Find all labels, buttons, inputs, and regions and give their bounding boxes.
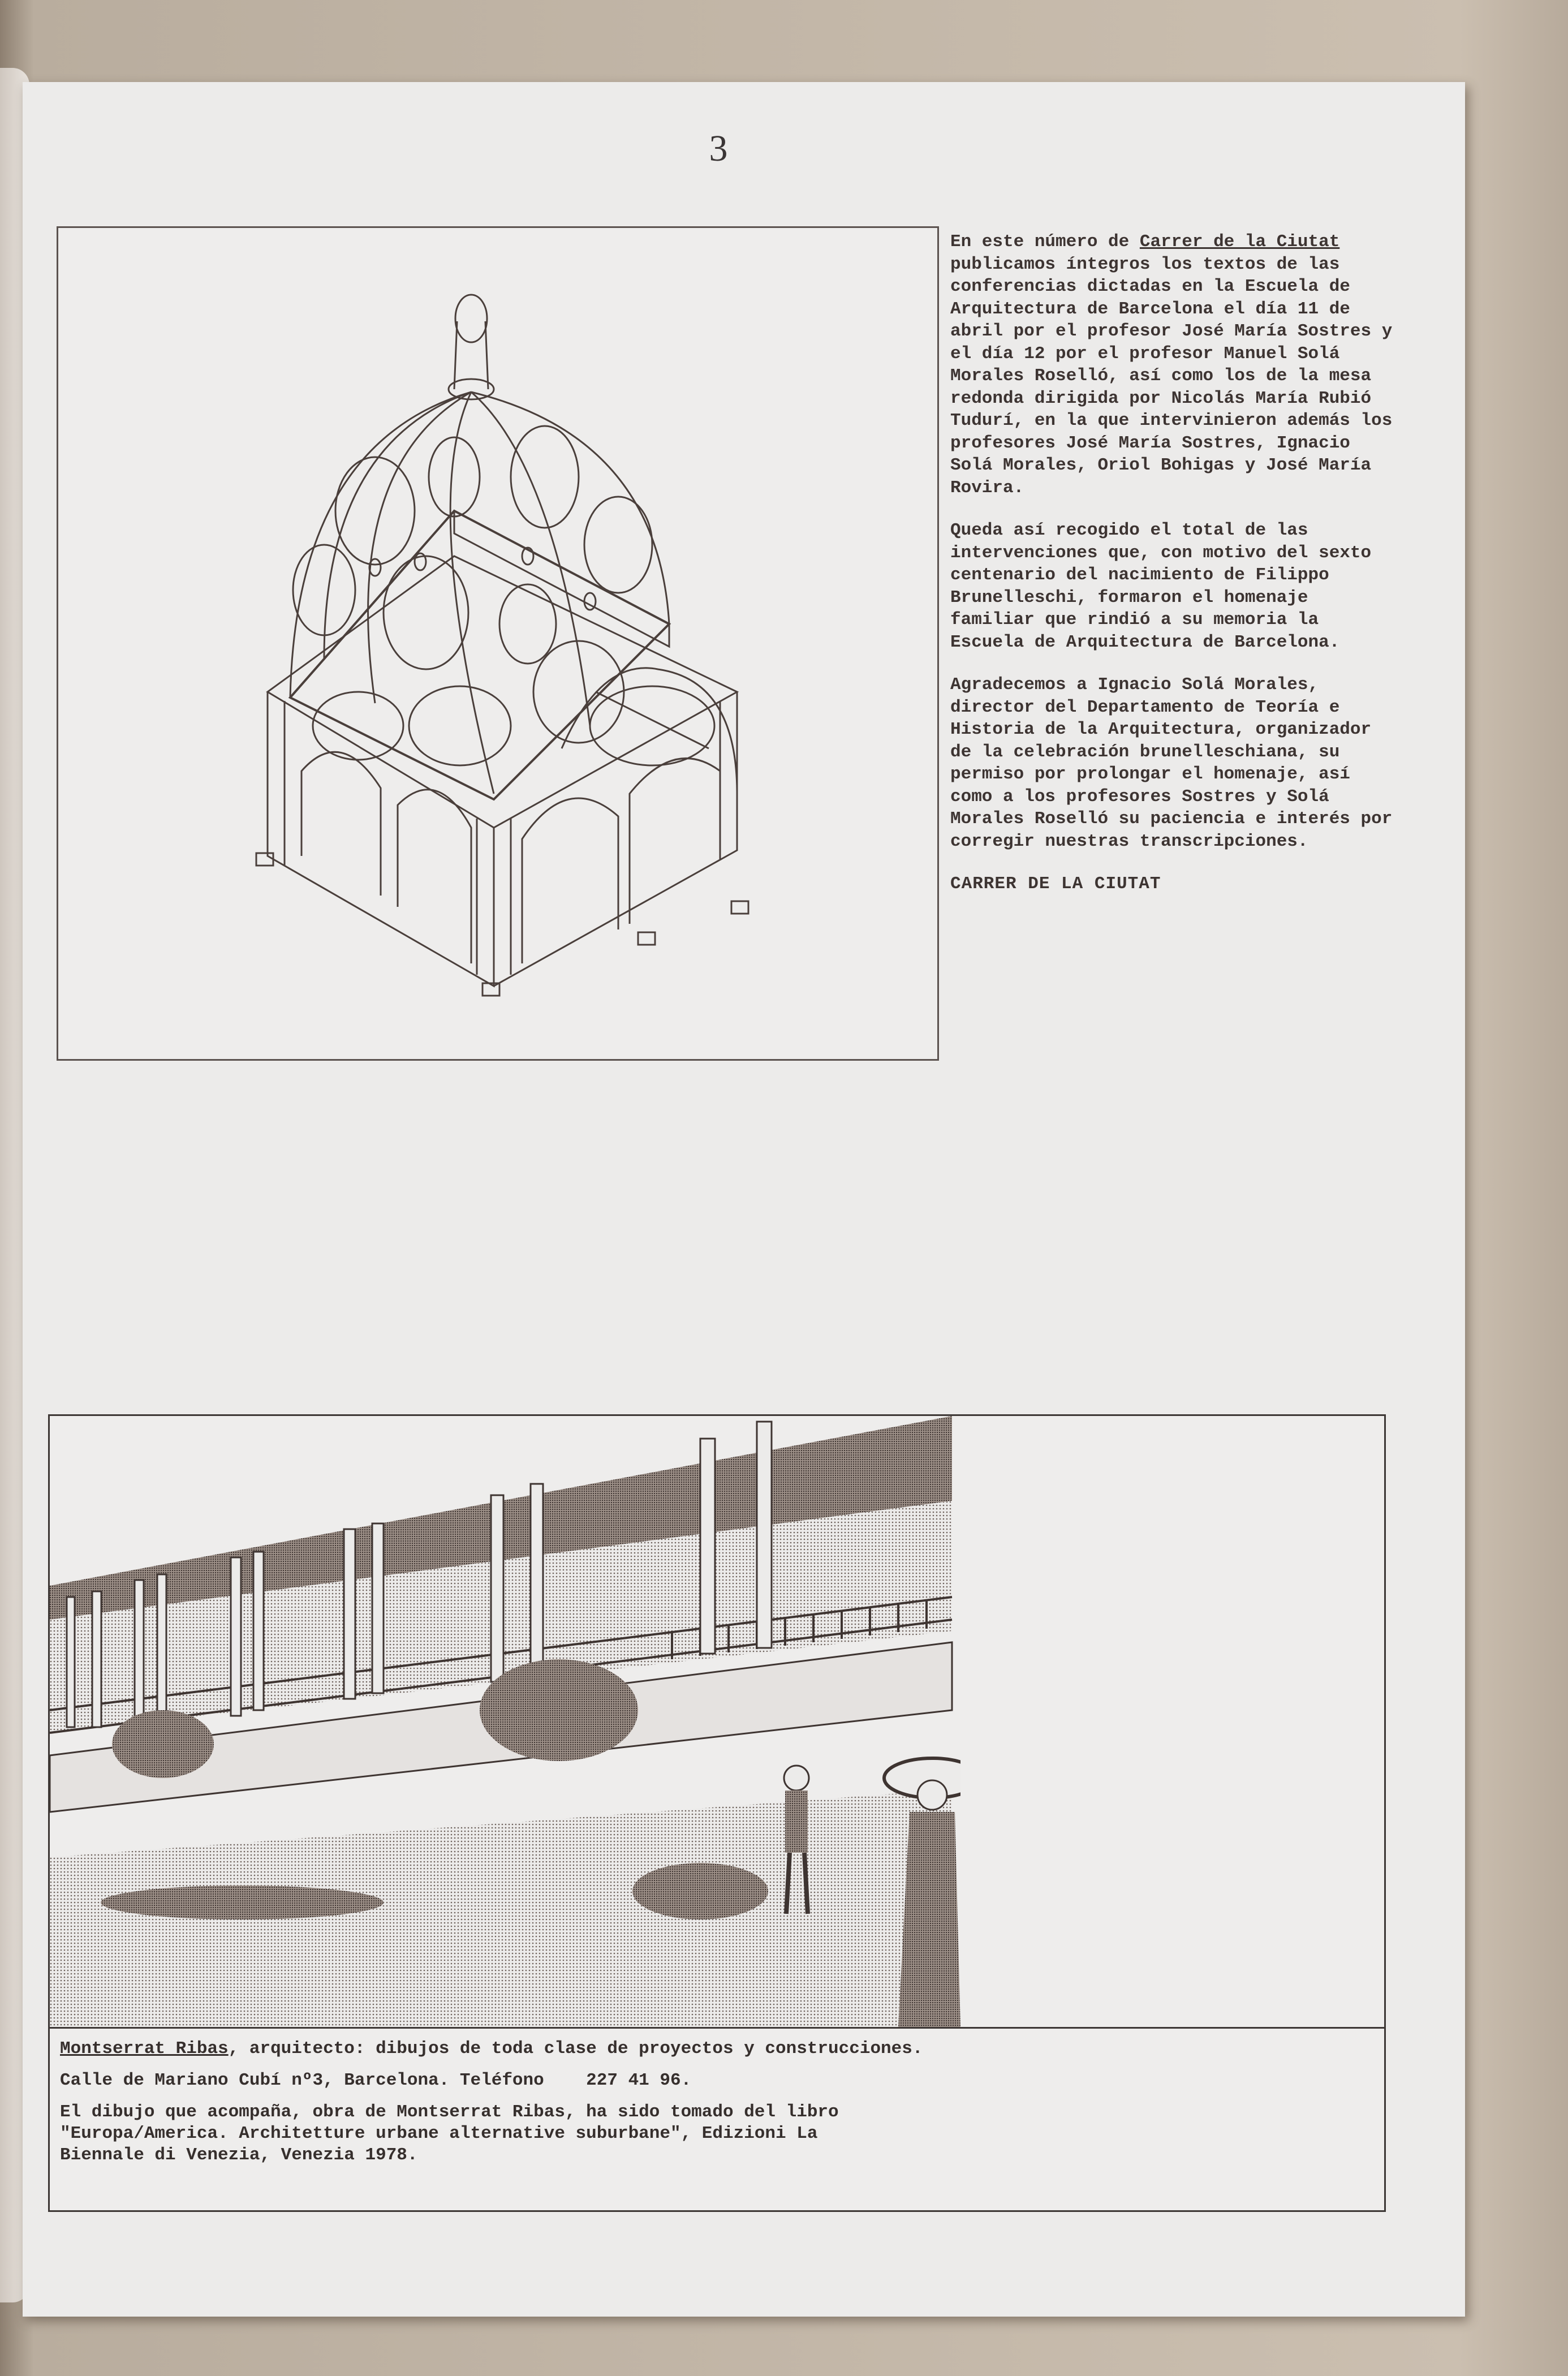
caption-address: Calle de Mariano Cubí nº3, Barcelona. Teléfono 227 41 96.: [60, 2071, 692, 2090]
signature: CARRER DE LA CIUTAT: [950, 874, 1161, 894]
intro-paragraph-1: [950, 231, 1397, 499]
page-number: 3: [709, 128, 728, 169]
photo-caption: [60, 2038, 1361, 2166]
intro-paragraph-2: Queda así recogido el total de las intervenciones que, con motivo del sexto centenario del nacimiento de Filippo Brunelleschi, formaron el homenaje familiar que rindió a su memoria la Escuela de Arquitectura de Barcelona.: [950, 520, 1372, 652]
intro-text-column: [950, 231, 1397, 916]
caption-line-1: [60, 2038, 1361, 2060]
architect-name: Montserrat Ribas: [60, 2039, 229, 2059]
shrub: [480, 1659, 638, 1761]
dome-isometric-drawing: [58, 228, 938, 1060]
dome-rib: [324, 392, 471, 658]
intro-paragraph-3: Agradecemos a Ignacio Solá Morales, director del Departamento de Teoría e Historia de la Arquitectura, organizador de la celebración brunelleschiana, su permiso por prolongar el homenaje, así como a los profesores Sostres y Solá Morales Roselló su paciencia e interés por corregir nuestras transcripciones.: [950, 675, 1393, 851]
intro-p1-start: En este número de: [950, 232, 1140, 252]
shrub: [112, 1710, 214, 1778]
intro-p1-rest: publicamos íntegros los textos de las conferencias dictadas en la Escuela de Arquitectura de Barcelona el día 11 de abril por el profesor José María Sostres y el día 12 por el profesor Manuel Solá Morales Roselló, así como los de la mesa redonda dirigida por Nicolás María Rubió Tudurí, en la que intervinieron además los profesores José María Sostres, Ignacio Solá Morales, Oriol Bohigas y José María Rovira.: [950, 254, 1393, 498]
drawing-base-right-face: [494, 692, 737, 986]
dome-lantern: [455, 295, 487, 342]
architecture-photo-frame: [48, 1414, 1386, 2212]
building-drawing: [50, 1416, 960, 2027]
caption-divider: [50, 2027, 1384, 2029]
journal-title: Carrer de la Ciutat: [1139, 232, 1340, 252]
caption-profession: , arquitecto: dibujos de toda clase de proyectos y construcciones.: [228, 2039, 923, 2059]
dome-drawing-frame: [57, 226, 939, 1061]
caption-description: El dibujo que acompaña, obra de Montserrat Ribas, ha sido tomado del libro "Europa/America. Architetture urbane alternative suburbane", Edizioni La Biennale di Venezia, Venezia 1978.: [60, 2102, 839, 2165]
